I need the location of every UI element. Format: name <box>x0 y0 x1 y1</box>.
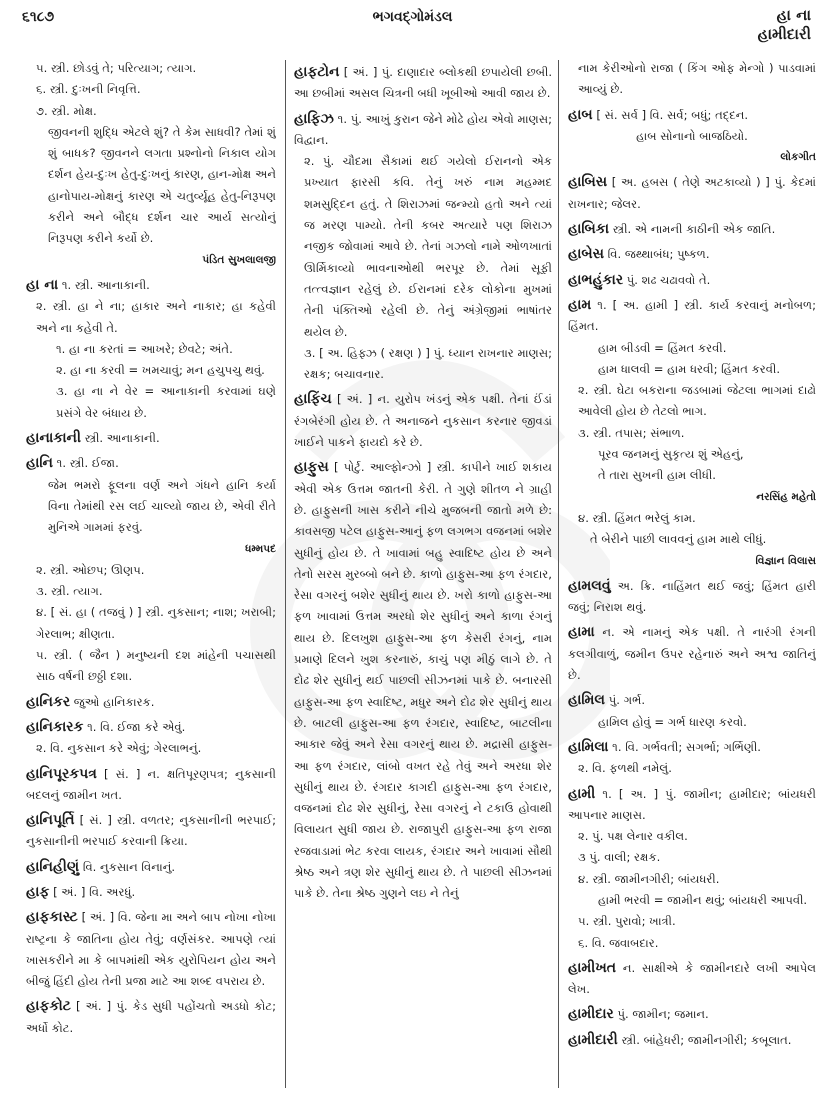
entry-headword: હામા <box>568 624 595 641</box>
dictionary-entry <box>294 62 552 105</box>
entry-text: ન. સાક્ષીએ કે જામીનદારે લખી આપેલ લેખ. <box>568 960 816 997</box>
book-title: ભગવદ્ગોમંડલ <box>372 9 453 25</box>
entry-headword: હામિલ <box>568 692 606 709</box>
entry-text: ૫. સ્ત્રી. ( જૈન ) મનુષ્યની દશ માંહેની પચાસથી સાઠ વર્ષની છઠ્ઠી દશા. <box>36 648 276 684</box>
definition-line <box>26 58 276 79</box>
dictionary-entry <box>568 622 816 686</box>
definition-line <box>26 79 276 100</box>
entry-text: પું. શઢ ચઢાવવો તે. <box>626 272 711 287</box>
entry-text: ૨. સ્ત્રી. ઘેટા બકરાના જડબામાં જેટલા ભાગમાં દાઢો આવેલી હોય છે તેટલો ભાગ. <box>578 383 816 419</box>
entry-headword: હાનિહીણું <box>26 858 80 875</box>
page-header <box>0 0 825 58</box>
entry-headword: હાફુસ <box>294 459 329 476</box>
dictionary-entry <box>568 244 816 265</box>
definition-line <box>568 847 816 868</box>
dictionary-entry <box>568 295 816 338</box>
page-number: ૬૧૮૭ <box>22 9 55 25</box>
definition-line <box>26 602 276 645</box>
entry-text: સ્ત્રી. આનાકાની. <box>84 431 160 446</box>
entry-headword: હાફ <box>26 883 50 900</box>
entry-text: નરસિંહ મહેતો <box>756 490 816 503</box>
middle-column <box>294 58 552 1090</box>
entry-headword: હામલવું <box>568 577 611 594</box>
entry-text: ૫. સ્ત્રી. પુરાવો; ખાત્રી. <box>578 914 676 929</box>
definition-line <box>26 360 276 381</box>
dictionary-entry <box>568 958 816 1001</box>
dictionary-entry <box>26 996 276 1039</box>
entry-text: ૧. [ અ. ] પું. જામીન; હામીદાર; બાંયધરી આપનાર માણસ. <box>568 786 816 822</box>
guide-word-first: હા ના <box>776 6 811 24</box>
entry-headword: હાભહુંકાર <box>568 271 624 288</box>
entry-text: પું. ગર્ભ. <box>608 693 646 708</box>
entry-text: વિ. જથ્થાબંધ; પુષ્કળ. <box>607 247 710 262</box>
quotation-source <box>568 147 816 168</box>
entry-headword: હામ <box>568 296 592 313</box>
entry-text: [ સં. ] ન. ક્ષતિપૂરણપત્ર; નુકસાની બદલનું જામીન ખત. <box>26 766 276 802</box>
dictionary-entry <box>568 737 816 758</box>
definition-line <box>568 890 816 911</box>
entry-headword: હાનિપૂર્તિ <box>26 812 75 829</box>
entry-headword: હાનિકારક <box>26 718 84 735</box>
definition-line <box>568 826 816 847</box>
entry-text: ૩. [ અ. હિફ્ઝ ( રક્ષણ ) ] પું. ધ્યાન રાખનાર માણસ; રક્ષક; બચાવનાર. <box>304 345 552 382</box>
definition-line <box>568 338 816 359</box>
definition-line <box>568 911 816 932</box>
entry-headword: હામીદાર <box>568 1006 614 1023</box>
definition-line <box>568 529 816 550</box>
entry-text: ૭. સ્ત્રી. મોક્ષ. <box>36 103 97 118</box>
definition-line <box>26 339 276 360</box>
dictionary-entry <box>294 457 552 904</box>
definition-line <box>26 381 276 424</box>
entry-text: ૧. સ્ત્રી. આનાકાની. <box>61 277 150 292</box>
entry-text: ૩. સ્ત્રી. તપાસ; સંભાળ. <box>578 425 685 440</box>
entry-text: જેમ ભમરો ફૂલના વર્ણ અને ગંધને હાનિ કર્યા વિના તેમાંથી રસ લઈ ચાલ્યો જાય છે, એવી રીતે મુનિએ ગામમાં ફરવું. <box>48 477 276 535</box>
guide-word-last: હામીદારી <box>757 25 811 43</box>
dictionary-entry <box>26 717 276 738</box>
entry-text: ૩. હા ના ને વેર = આનાકાની કરવામાં ઘણે પ્રસંગે વેર બંધાય છે. <box>56 384 276 420</box>
entry-text: ૧. સ્ત્રી. ઈજા. <box>56 456 119 471</box>
entry-text: ધમ્મપદ <box>245 542 276 555</box>
entry-text: પું. જામીન; જમાન. <box>617 1007 709 1022</box>
entry-headword: હામીદારી <box>568 1031 618 1048</box>
dictionary-entry <box>26 764 276 807</box>
definition-line <box>26 560 276 581</box>
dictionary-entry <box>568 270 816 291</box>
entry-text: ૧. વિ. ઈજા કરે એવું. <box>87 719 186 734</box>
dictionary-entry <box>26 857 276 878</box>
entry-text: ૨. પું. પક્ષ લેનાર વકીલ. <box>578 829 688 844</box>
entry-headword: હામિલા <box>568 738 609 755</box>
dictionary-entry <box>568 690 816 711</box>
column-divider <box>558 60 559 1088</box>
entry-headword: હાફિંચ <box>294 391 332 408</box>
dictionary-entry <box>26 810 276 853</box>
entry-text: હાબ સોનાનો બાજઠિયો. <box>636 128 748 143</box>
guide-words <box>758 6 811 44</box>
quotation-source <box>568 487 816 508</box>
entry-text: હામ ધાલવી = હામ ધરવી; હિંમત કરવી. <box>598 361 780 376</box>
entry-text: ૪. સ્ત્રી. હિંમત ભરેલું કામ. <box>578 510 696 525</box>
entry-text: ૬. વિ. જવાબદાર. <box>578 935 659 950</box>
definition-line <box>568 359 816 380</box>
dictionary-entry <box>568 172 816 215</box>
definition-line <box>26 475 276 539</box>
definition-line <box>568 444 816 465</box>
entry-text: ૨. સ્ત્રી. ઓછપ; ઊણપ. <box>36 562 145 577</box>
entry-headword: હામીખત <box>568 959 617 976</box>
entry-text: ૨. પું. ચૌદમા સૈકામાં થઈ ગયેલો ઈરાનનો એક પ્રખ્યાત ફારસી કવિ. તેનું ખરું નામ મહમ્મદ શમસુદ્દિન હતું. તે શિરાઝમાં જન્મ્યો હતો અને ત્યાં જ મરણ પામ્યો. તેની કબર અત્યારે પણ શિરાઝ નજીક જોવામાં આવે છે. તેનાં ગઝલો નામે ઓળખાતાં ઊર્મિકાવ્યો ભાવનાઓથી ભરપૂર છે. તેમાં સૂફી તત્ત્વજ્ઞાન રહેલું છે. ઈરાનમાં દરેક લોકોના મુખમાં તેની પંક્તિઓ રહેલી છે. તેનું અંગ્રેજીમાં ભાષાંતર થયેલ છે. <box>304 154 552 339</box>
entry-text: અ. ક્રિ. નાહિંમત થઈ જવું; હિંમત હારી જવું; નિરાશ થવું. <box>568 578 816 615</box>
dictionary-entry <box>26 882 276 903</box>
entry-text: ૪. [ સં. હા ( તજવું ) ] સ્ત્રી. નુકસાન; નાશ; ખરાબી; ગેરલાભ; ક્ષીણતા. <box>36 605 276 641</box>
entry-headword: હાબેસ <box>568 246 604 263</box>
entry-text: [ સં. સર્વ ] વિ. સર્વ; બધું; તદ્દન. <box>596 107 749 122</box>
definition-line <box>26 738 276 759</box>
entry-text: હામી ભરવી = જામીન થવું; બાંયધરી આપવી. <box>598 892 808 907</box>
entry-text: પૂરવ જનમનું સુકૃત્ય શું એહનું, <box>598 447 744 462</box>
entry-text: તે બેરીને પાછી લાવવનું હામ માથે લીધું. <box>590 532 767 547</box>
definition-line <box>568 758 816 779</box>
entry-text: ૬. સ્ત્રી. દુઃખની નિવૃત્તિ. <box>36 82 141 97</box>
entry-text: સ્ત્રી. એ નામની કાઠીની એક જાતિ. <box>612 222 776 237</box>
entry-text: [ પોર્ટુ. આલ્ફોન્ઝો ] સ્ત્રી. કાપીને ખાઈ શકાય એવી એક ઉત્તમ જાતની કેરી. તે ગુણે શીતળ ને ગ્રાહી છે. હાફુસની ખાસ કરીને નીચે મુજબની જાતો મળે છે: કાવસજી પટેલ હાફુસ-આનું ફળ લગભગ વજનમાં બશેર સુધીનું હોય છે. તે ખાવામાં બહુ સ્વાદિષ્ટ હોય છે અને તેનો સરસ મુરબ્બો બને છે. કાળો હાફુસ-આ ફળ રંગદાર, રેસા વગરનું બશેર સુધીનું થાય છે. ખરો કાળો હાફુસ-આ ફળ ખાવામાં ઉત્તમ અરધો શેર સુધીનું અને કાળા રંગનું થાય છે. દિલખુશ હાફુસ-આ ફળ કેસરી રંગનું, નામ પ્રમાણે દિલને ખુશ કરનારું, કાચું પણ મીઠું લાગે છે. તે દોઢ શેર સુધીનું થઈ પાછલી સીઝનમાં પાકે છે. બનારસી હાફુસ-આ ફળ સ્વાદિષ્ટ, મધુર અને દોઢ શેર સુધીનું થાય છે. બાટલી હાફુસ-આ ફળ રંગદાર, સ્વાદિષ્ટ, બાટલીના આકાર જેવું અને રેસા વગરનું થાય છે. મદ્રાસી હાફુસ-આ ફળ રંગદાર, લાંબો વખત રહે તેવું અને અરધા શેર સુધીનું થાય છે. રંગદાર કાગદી હાફુસ-આ ફળ રંગદાર, વજનમાં દોઢ શેર સુધીનું, રેસા વગરનું ને ટકાઉ હોવાથી વિલાયત સુધી જાય છે. રાજાપુરી હાફુસ-આ ફળ રાજા રજવાડામાં ભેટ કરવા લાયક, રંગદાર અને ખાવામાં સૌથી શ્રેષ્ઠ અને ત્રણ શેર સુધીનું થાય છે. તે પાછલી સીઝનમાં પાકે છે. તેના શ્રેષ્ઠ ગુણને લઇ ને તેનું <box>294 460 552 901</box>
entry-headword: હાફિઝ <box>294 110 334 127</box>
definition-line <box>568 423 816 444</box>
entry-text: ૨. સ્ત્રી. હા ને ના; હાકાર અને નાકાર; હા કહેવી અને ના કહેવી તે. <box>36 299 276 335</box>
dictionary-entry <box>294 109 552 152</box>
entry-text: જુઓ હાનિકારક. <box>73 694 155 709</box>
dictionary-entry <box>26 275 276 296</box>
entry-text: વિજ્ઞાન વિલાસ <box>755 554 816 567</box>
entry-text: [ અં. ] વિ. જેના મા અને બાપ નોખા નોખા રાષ્ટ્રના કે જાતિના હોય તેવું; વર્ણસંકર. આપણે ત્યાં ખાસકરીને મા કે બાપમાંથી એક યુરોપિયન હોય અને બીજું હિંદી હોય તેની પ્રજા માટે આ શબ્દ વપરાય છે. <box>26 910 276 989</box>
entry-text: ૨. વિ. નુકસાન કરે એવું; ગેરલાભનું. <box>36 741 202 756</box>
entry-text: હામ બીડવી = હિંમત કરવી. <box>598 340 727 355</box>
definition-line <box>568 126 816 147</box>
dictionary-entry <box>568 1030 816 1051</box>
entry-text: [ અ. હબસ ( તેણે અટકાવ્યો ) ] પું. કેદમાં રાખનાર; જેલર. <box>568 175 816 211</box>
entry-text: ૧. પું. આખું કુરાન જેને મોઢે હોય એવો માણસ; વિદ્વાન. <box>294 111 552 147</box>
entry-text: ન. એ નામનું એક પક્ષી. તે નારંગી રંગની કલગીવાળું, જમીન ઉપર રહેનારું અને અશ્વ જાતિનું છે. <box>568 625 816 683</box>
entry-text: [ અં. ] પું. કેડ સુધી પહોંચતો અડધો કોટ; અર્ધો કોટ. <box>26 999 276 1035</box>
dictionary-entry <box>568 1004 816 1025</box>
entry-headword: હાનિકર <box>26 693 71 710</box>
entry-text: તે તારા સુખની હામ લીધી. <box>598 468 716 483</box>
definition-line <box>26 645 276 688</box>
definition-line <box>26 122 276 250</box>
definition-line <box>294 343 552 386</box>
definition-line <box>568 712 816 733</box>
definition-line <box>568 869 816 890</box>
dictionary-entry <box>568 576 816 619</box>
entry-headword: હાફટોન <box>294 64 340 80</box>
entry-text: હામિલ હોવું = ગર્ભ ધારણ કરવો. <box>598 714 747 729</box>
definition-line <box>568 933 816 954</box>
entry-headword: હાબિસ <box>568 174 608 191</box>
entry-text: ૧. [ અ. હામી ] સ્ત્રી. કાર્ય કરવાનું મનોબળ; હિંમત. <box>568 297 816 334</box>
definition-line <box>26 581 276 602</box>
entry-text: [ સં. ] સ્ત્રી. વળતર; નુકસાનીની ભરપાઈ; નુકસાનીની ભરપાઈ કરવાની ક્રિયા. <box>26 813 276 849</box>
entry-text: ૫. સ્ત્રી. છોડવું તે; પરિત્યાગ; ત્યાગ. <box>36 61 197 75</box>
entry-text: જીવનની શુદ્ધિ એટલે શું? તે કેમ સાધવી? તેમાં શું શું બાધક? જીવનને લગતા પ્રશ્નોનો નિકાલ યોગ દર્શન હેય-દુઃખ હેતુ-દુઃખનું કારણ, હાન-મોક્ષ અને હાનોપાય-મોક્ષનું કારણ એ ચતુર્વ્યૂહ હેતુ-નિરૂપણ કરીને અને બૌદ્ધ દર્શન ચાર આર્ય સત્યોનું નિરૂપણ કરીને કર્યો છે. <box>48 124 276 246</box>
entry-headword: હાબ <box>568 106 593 123</box>
dictionary-entry <box>26 907 276 992</box>
entry-text: ૧. હા ના કરતાં = આખરે; છેવટે; અંતે. <box>56 341 233 356</box>
quotation-source <box>26 539 276 560</box>
entry-headword: હાનાકાની <box>26 430 81 447</box>
entry-text: ૩ પું. વાલી; રક્ષક. <box>578 850 661 865</box>
dictionary-entry <box>26 453 276 474</box>
dictionary-entry <box>568 105 816 126</box>
entry-headword: હાફકાસ્ટ <box>26 909 78 926</box>
definition-line <box>568 58 816 101</box>
entry-text: ૨. વિ. ફળથી નમેલું. <box>578 761 672 776</box>
definition-line <box>26 296 276 339</box>
entry-headword: હાબિકા <box>568 221 610 238</box>
entry-text: સ્ત્રી. બાંહેધરી; જામીનગીરી; કબૂલાત. <box>621 1032 792 1047</box>
entry-text: નામ કેરીઓનો રાજા ( કિંગ ઓફ મેન્ગો ) પાડવામાં આવ્યું છે. <box>578 61 816 97</box>
entry-headword: હા ના <box>26 276 59 293</box>
entry-text: ૧. વિ. ગર્ભવતી; સગર્ભા; ગર્ભિણી. <box>612 739 761 754</box>
dictionary-entry <box>294 389 552 453</box>
quotation-source <box>568 551 816 572</box>
entry-text: [ અં. ] પું. દાણાદાર બ્લોકથી છપાયેલી છબી. આ છબીમાં અસલ ચિત્રની બધી ખૂબીઓ આવી જાય છે. <box>294 65 552 101</box>
entry-text: ૪. સ્ત્રી. જામીનગીરી; બાંયધરી. <box>578 871 720 886</box>
entry-text: લોકગીત <box>780 151 816 164</box>
definition-line <box>568 380 816 423</box>
dictionary-entry <box>26 428 276 449</box>
entry-text: [ અં. ] વિ. અરધું. <box>53 884 136 899</box>
definition-line <box>568 508 816 529</box>
left-column <box>26 58 276 1090</box>
quotation-source <box>26 250 276 271</box>
entry-text: ૨. હા ના કરવી = ખમચાવું; મન હચુપચુ થવું. <box>56 363 265 378</box>
definition-line <box>26 101 276 122</box>
entry-text: વિ. નુકસાન વિનાનું. <box>82 859 176 874</box>
dictionary-entry <box>568 219 816 240</box>
entry-text: [ અં. ] ન. યુરોપ ખંડનું એક પક્ષી. તેનાં ઈંડાં રંગબેરંગી હોય છે. તે અનાજને નુકસાન કરનાર જીવડાં ખાઈને પાકને ફાયદો કરે છે. <box>294 392 552 450</box>
entry-headword: હાનિપૂરકપત્ર <box>26 765 97 782</box>
definition-line <box>294 151 552 343</box>
column-divider <box>285 60 286 1088</box>
entry-text: પંડિત સુખલાલજી <box>202 253 276 266</box>
entry-headword: હાફકોટ <box>26 998 71 1015</box>
entry-text: ૩. સ્ત્રી. ત્યાગ. <box>36 584 103 599</box>
dictionary-entry <box>568 784 816 827</box>
right-column <box>568 58 816 1090</box>
entry-headword: હાનિ <box>26 455 53 472</box>
entry-headword: હામી <box>568 785 596 802</box>
dictionary-entry <box>26 692 276 713</box>
definition-line <box>568 465 816 486</box>
